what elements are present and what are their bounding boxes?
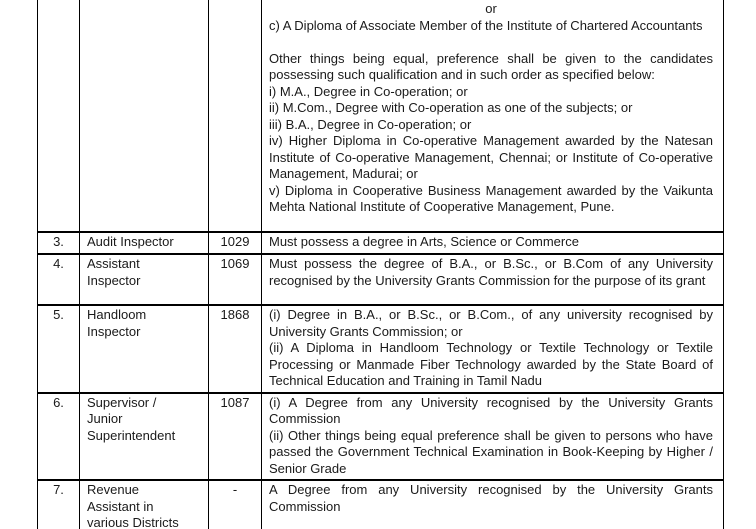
qualification-cell <box>262 0 724 232</box>
post-name-cell: Handloom Inspector <box>80 305 209 393</box>
serial-cell: 5. <box>38 305 80 393</box>
qualification-line: v) Diploma in Cooperative Business Management awarded by the Vaikunta Mehta National Institute of Cooperative Management, Pune. <box>269 182 713 214</box>
qualification-line: A Degree from any University recognised by the University Grants Commission <box>269 482 713 514</box>
vacancy-count-cell: 1868 <box>209 305 262 393</box>
post-name-cell: Supervisor / Junior Superintendent <box>80 393 209 481</box>
qualification-line: (i) Degree in B.A., or B.Sc., or B.Com., of any university recognised by University Grants Commission; or <box>269 307 713 339</box>
serial-cell: 3. <box>38 232 80 254</box>
qualification-line: c) A Diploma of Associate Member of the Institute of Chartered Accountants <box>269 17 703 33</box>
vacancy-count-cell: 1069 <box>209 254 262 305</box>
table-row <box>38 0 724 232</box>
qualification-cell <box>262 305 724 393</box>
serial-cell: 7. <box>38 480 80 529</box>
table-row <box>38 232 724 254</box>
qualification-line: Other things being equal, preference shall be given to the candidates possessing such qualification and in such order as specified below: <box>269 50 713 82</box>
serial-cell: 6. <box>38 393 80 481</box>
qualification-line: Must possess the degree of B.A., or B.Sc., or B.Com of any University recognised by the University Grants Commission for the purpose of its grant <box>269 256 713 288</box>
qualification-line: or <box>485 1 497 16</box>
post-name-cell: Audit Inspector <box>80 232 209 254</box>
qualification-cell <box>262 393 724 481</box>
qualification-line: (ii) Other things being equal preference shall be given to persons who have passed the Government Technical Examination in Book-Keeping by Higher / Senior Grade <box>269 427 713 476</box>
qualification-table <box>37 0 724 529</box>
qualification-cell <box>262 480 724 529</box>
post-name-cell: Assistant Inspector <box>80 254 209 305</box>
qualification-line: ii) M.Com., Degree with Co-operation as one of the subjects; or <box>269 100 633 115</box>
post-name-cell <box>80 0 209 232</box>
vacancy-count-cell <box>209 0 262 232</box>
qualification-cell <box>262 254 724 305</box>
qualification-line: Must possess a degree in Arts, Science or Commerce <box>269 234 579 249</box>
qualification-line: (ii) A Diploma in Handloom Technology or Textile Technology or Textile Processing or Manmade Fiber Technology awarded by the State Board of Technical Education and Training in Tamil Nadu <box>269 340 713 388</box>
serial-cell <box>38 0 80 232</box>
qualification-line: iii) B.A., Degree in Co-operation; or <box>269 116 472 132</box>
qualification-line: (i) A Degree from any University recognised by the University Grants Commission <box>269 394 713 426</box>
qualification-line: iv) Higher Diploma in Co-operative Management awarded by the Natesan Institute of Co-operative Management, Chennai; or Institute of Co-operative Management, Madurai; or <box>269 133 713 181</box>
serial-cell: 4. <box>38 254 80 305</box>
vacancy-count-cell: - <box>209 480 262 529</box>
qualification-line <box>269 34 713 51</box>
vacancy-count-cell: 1087 <box>209 393 262 481</box>
table-body <box>38 0 724 529</box>
post-name-cell: Revenue Assistant in various Districts <box>80 480 209 529</box>
vacancy-count-cell: 1029 <box>209 232 262 254</box>
table-row <box>38 393 724 481</box>
qualification-cell <box>262 232 724 254</box>
table-row <box>38 480 724 529</box>
table-row <box>38 254 724 305</box>
table-row <box>38 305 724 393</box>
qualification-line: i) M.A., Degree in Co-operation; or <box>269 83 468 99</box>
